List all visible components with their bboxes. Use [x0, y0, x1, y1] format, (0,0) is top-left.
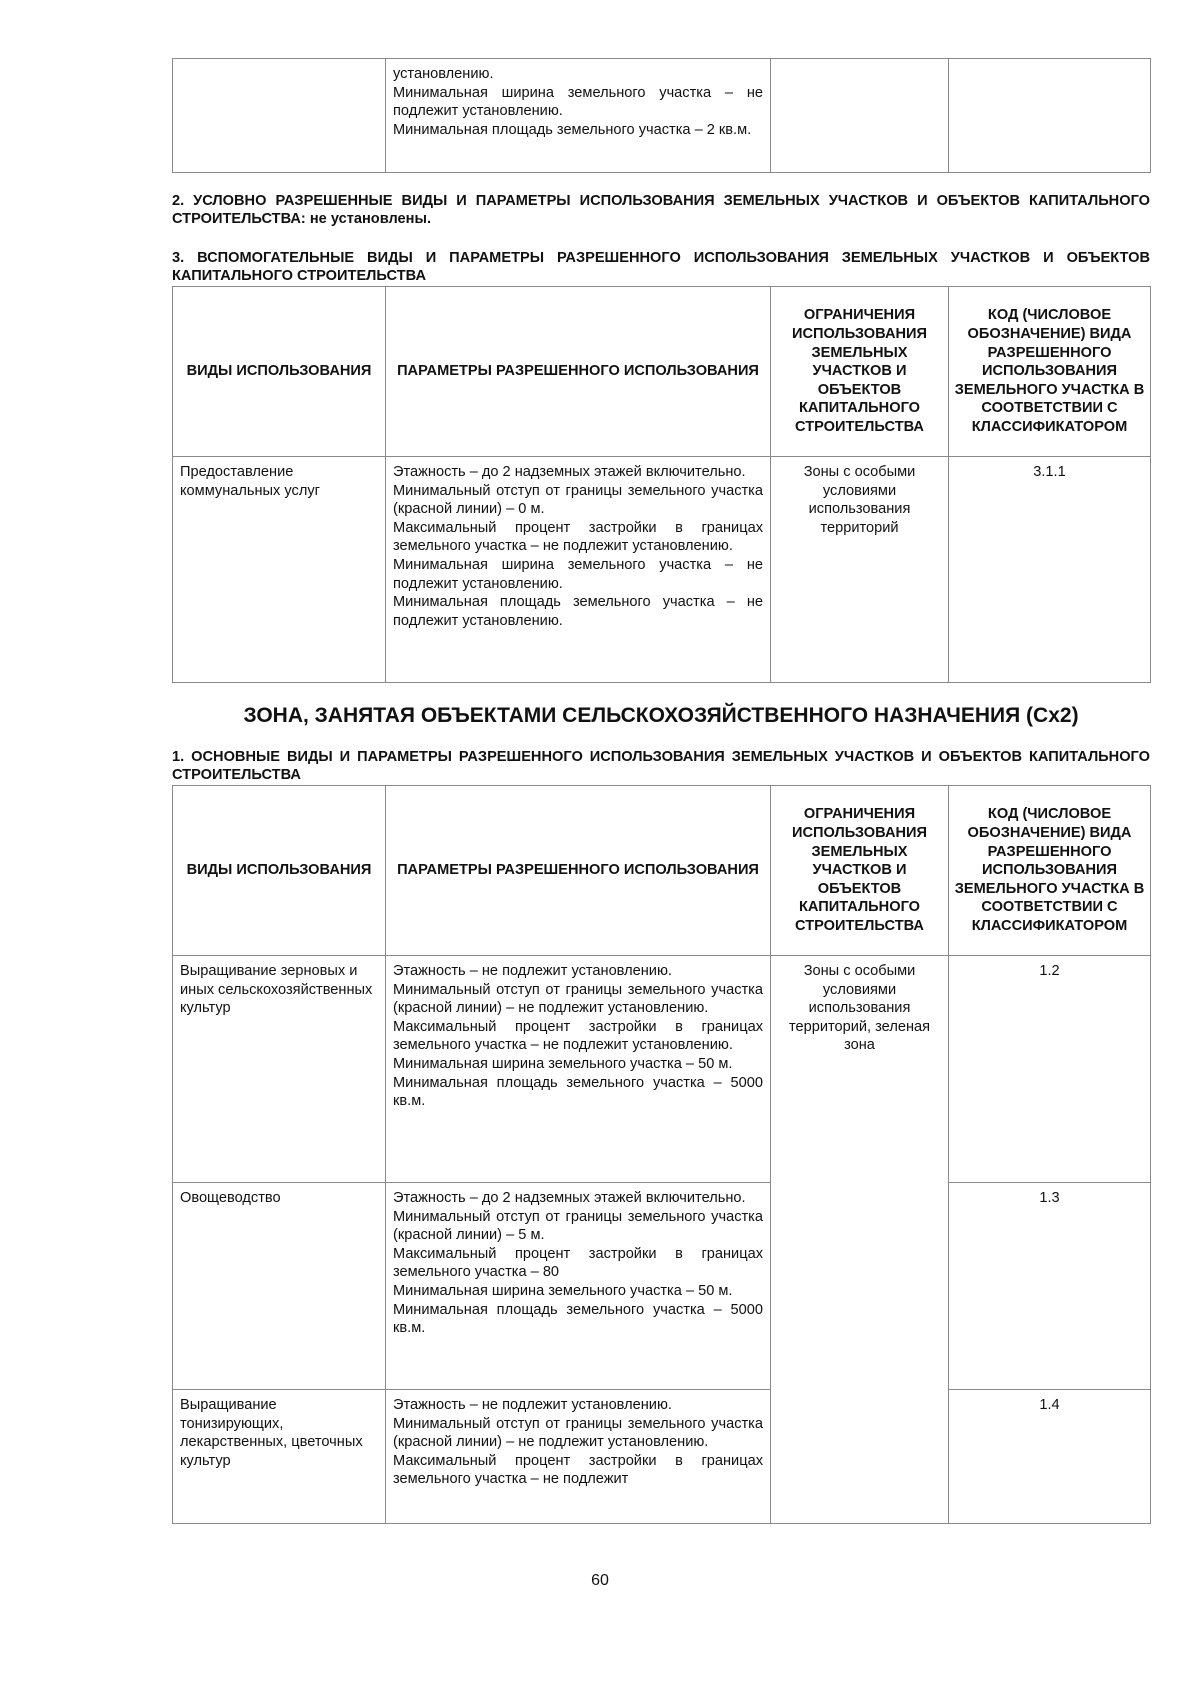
param-line: Максимальный процент застройки в границах земельного участка – не подлежит установлению. [393, 1018, 763, 1054]
restriction-cell: Зоны с особыми условиями использования территорий [771, 457, 949, 683]
code-cell: 3.1.1 [949, 457, 1151, 683]
header-restrictions: ОГРАНИЧЕНИЯ ИСПОЛЬЗОВАНИЯ ЗЕМЕЛЬНЫХ УЧАСТКОВ И ОБЪЕКТОВ КАПИТАЛЬНОГО СТРОИТЕЛЬСТВА [771, 287, 949, 457]
table-row [173, 457, 1151, 683]
section-3-heading: 3. ВСПОМОГАТЕЛЬНЫЕ ВИДЫ И ПАРАМЕТРЫ РАЗРЕШЕННОГО ИСПОЛЬЗОВАНИЯ ЗЕМЕЛЬНЫХ УЧАСТКОВ И ОБЪЕКТОВ КАПИТАЛЬНОГО СТРОИТЕЛЬСТВА [172, 250, 1150, 284]
params-cell [386, 59, 771, 173]
param-line: Максимальный процент застройки в границах земельного участка – 80 [393, 1245, 763, 1281]
auxiliary-uses-table [172, 286, 1151, 683]
param-line: Минимальная ширина земельного участка – 50 м. [393, 1282, 733, 1299]
table-header-row [173, 287, 1151, 457]
table-row [173, 1183, 1151, 1390]
header-code: КОД (ЧИСЛОВОЕ ОБОЗНАЧЕНИЕ) ВИДА РАЗРЕШЕННОГО ИСПОЛЬЗОВАНИЯ ЗЕМЕЛЬНОГО УЧАСТКА В СООТВЕТСТВИИ С КЛАССИФИКАТОРОМ [949, 786, 1151, 956]
table-row [173, 956, 1151, 1183]
param-line: Минимальная площадь земельного участка – 5000 кв.м. [393, 1301, 763, 1337]
param-line: Минимальная площадь земельного участка – не подлежит установлению. [393, 594, 763, 629]
code-cell: 1.4 [949, 1390, 1151, 1524]
use-cell: Выращивание тонизирующих, лекарственных, цветочных культур [173, 1390, 386, 1524]
params-cell [386, 1390, 771, 1524]
table-row [173, 59, 1151, 173]
use-cell [173, 59, 386, 173]
param-line: Минимальный отступ от границы земельного участка (красной линии) – не подлежит установлению. [393, 1415, 763, 1451]
param-line: Минимальная ширина земельного участка – 50 м. [393, 1055, 733, 1072]
param-line: Этажность – не подлежит установлению. [393, 1397, 672, 1413]
param-line: Минимальный отступ от границы земельного участка (красной линии) – не подлежит установлению. [393, 981, 763, 1017]
zone-title: ЗОНА, ЗАНЯТАЯ ОБЪЕКТАМИ СЕЛЬСКОХОЗЯЙСТВЕННОГО НАЗНАЧЕНИЯ (Сх2) [243, 704, 1079, 727]
param-line: установлению. [393, 66, 494, 82]
use-cell: Выращивание зерновых и иных сельскохозяйственных культур [173, 956, 386, 1183]
page-number: 60 [591, 1572, 609, 1589]
param-line: Этажность – не подлежит установлению. [393, 963, 672, 979]
param-line: Максимальный процент застройки в границах земельного участка – не подлежит установлению. [393, 519, 763, 555]
code-cell: 1.3 [949, 1183, 1151, 1390]
table-header-row [173, 786, 1151, 956]
use-cell: Предоставление коммунальных услуг [173, 457, 386, 683]
param-line: Минимальная площадь земельного участка – 2 кв.м. [393, 121, 752, 138]
code-cell [949, 59, 1151, 173]
param-line: Максимальный процент застройки в границах земельного участка – не подлежит [393, 1452, 763, 1488]
header-restrictions: ОГРАНИЧЕНИЯ ИСПОЛЬЗОВАНИЯ ЗЕМЕЛЬНЫХ УЧАСТКОВ И ОБЪЕКТОВ КАПИТАЛЬНОГО СТРОИТЕЛЬСТВА [771, 786, 949, 956]
section-1-heading: 1. ОСНОВНЫЕ ВИДЫ И ПАРАМЕТРЫ РАЗРЕШЕННОГО ИСПОЛЬЗОВАНИЯ ЗЕМЕЛЬНЫХ УЧАСТКОВ И ОБЪЕКТОВ КАПИТАЛЬНОГО СТРОИТЕЛЬСТВА [172, 749, 1150, 783]
restriction-cell [771, 59, 949, 173]
param-line: Минимальный отступ от границы земельного участка (красной линии) – 0 м. [393, 482, 763, 518]
param-line: Этажность – до 2 надземных этажей включительно. [393, 1190, 746, 1206]
section-2-heading-main: 2. УСЛОВНО РАЗРЕШЕННЫЕ ВИДЫ И ПАРАМЕТРЫ ИСПОЛЬЗОВАНИЯ ЗЕМЕЛЬНЫХ УЧАСТКОВ И ОБЪЕКТОВ КАПИТАЛЬНОГО СТРОИТЕЛЬСТВА: [172, 193, 1150, 227]
param-line: Минимальная ширина земельного участка – не подлежит установлению. [393, 556, 763, 592]
code-cell: 1.2 [949, 956, 1151, 1183]
section-2-heading [172, 192, 1150, 228]
params-cell [386, 956, 771, 1183]
section-2-heading-note: не установлены. [305, 211, 432, 227]
header-code: КОД (ЧИСЛОВОЕ ОБОЗНАЧЕНИЕ) ВИДА РАЗРЕШЕННОГО ИСПОЛЬЗОВАНИЯ ЗЕМЕЛЬНОГО УЧАСТКА В СООТВЕТСТВИИ С КЛАССИФИКАТОРОМ [949, 287, 1151, 457]
param-line: Минимальный отступ от границы земельного участка (красной линии) – 5 м. [393, 1208, 763, 1244]
param-line: Минимальная ширина земельного участка – не подлежит установлению. [393, 84, 763, 120]
use-cell: Овощеводство [173, 1183, 386, 1390]
main-uses-table [172, 785, 1151, 1524]
continued-table [172, 58, 1151, 173]
header-params: ПАРАМЕТРЫ РАЗРЕШЕННОГО ИСПОЛЬЗОВАНИЯ [386, 287, 771, 457]
params-cell [386, 1183, 771, 1390]
header-uses: ВИДЫ ИСПОЛЬЗОВАНИЯ [173, 287, 386, 457]
param-line: Этажность – до 2 надземных этажей включительно. [393, 464, 746, 480]
restriction-cell: Зоны с особыми условиями использования территорий, зеленая зона [771, 956, 949, 1524]
param-line: Минимальная площадь земельного участка – 5000 кв.м. [393, 1074, 763, 1110]
header-params: ПАРАМЕТРЫ РАЗРЕШЕННОГО ИСПОЛЬЗОВАНИЯ [386, 786, 771, 956]
header-uses: ВИДЫ ИСПОЛЬЗОВАНИЯ [173, 786, 386, 956]
table-row [173, 1390, 1151, 1524]
params-cell [386, 457, 771, 683]
